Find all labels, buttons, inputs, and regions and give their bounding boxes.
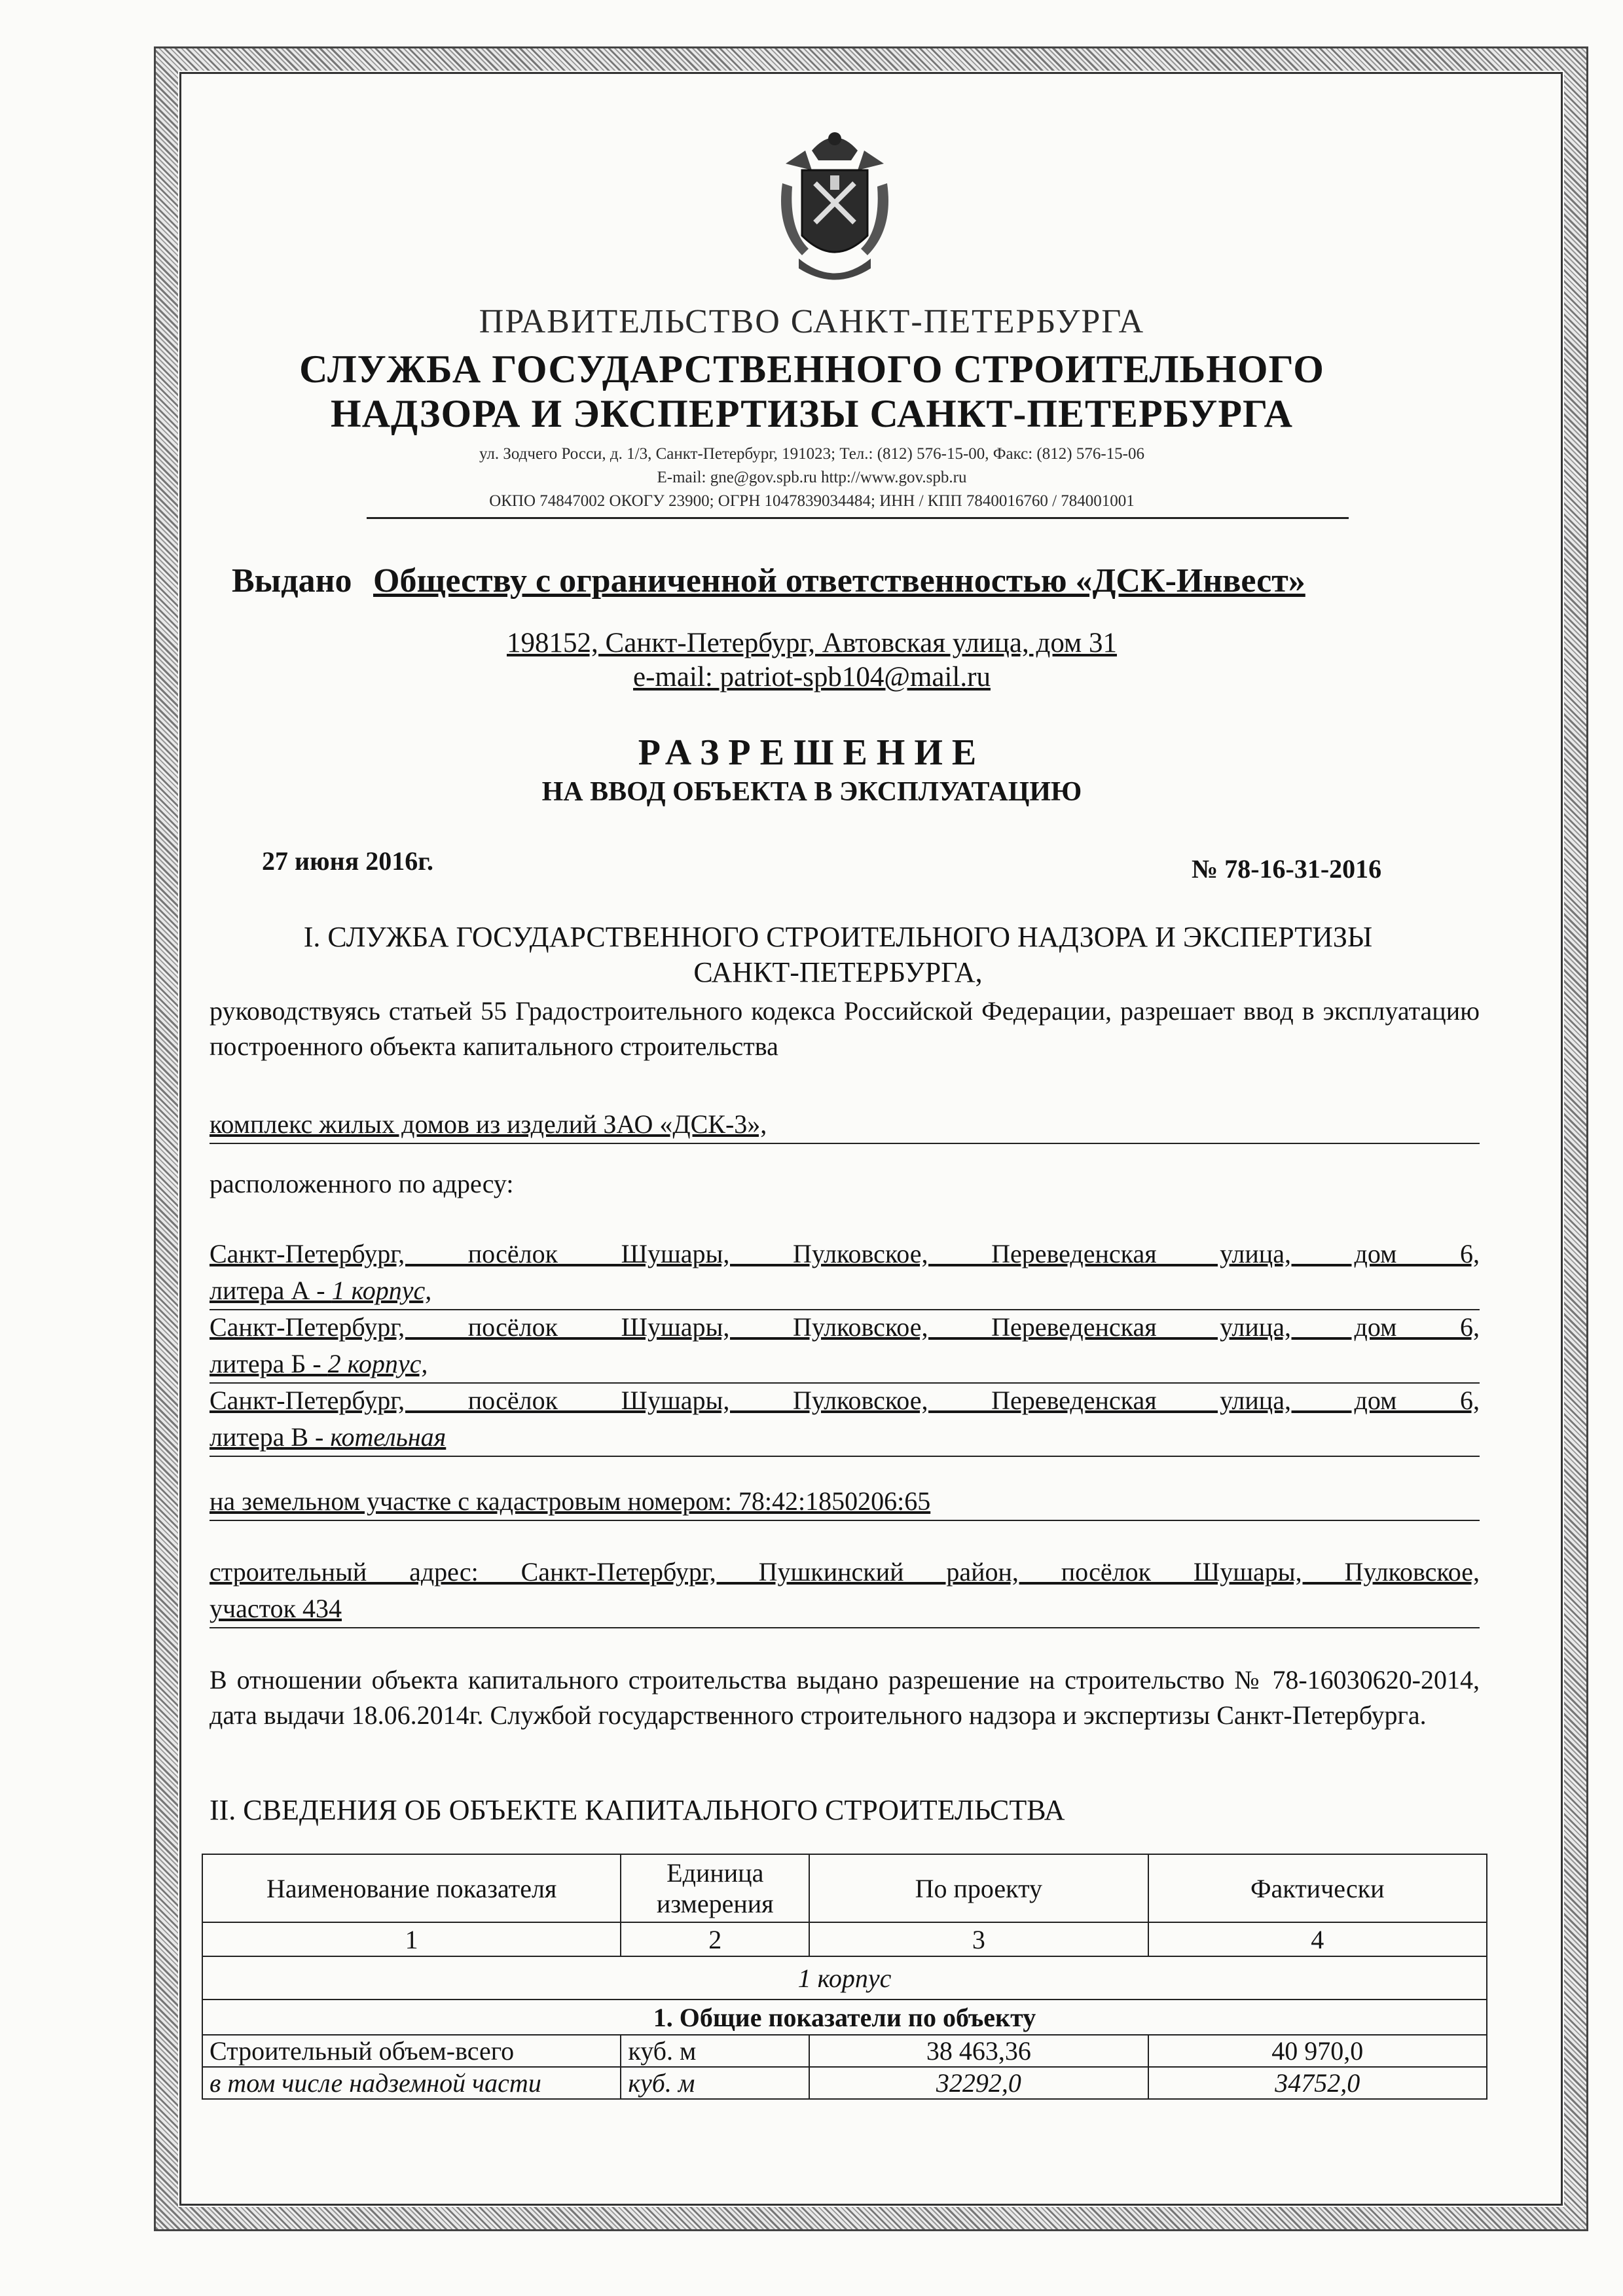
col-header-actual: Фактически — [1148, 1854, 1487, 1922]
address-3-line2: литера В - котельная — [210, 1419, 1480, 1457]
cadastral-number: на земельном участке с кадастровым номером: 78:42:1850206:65 — [210, 1483, 1480, 1521]
contact-email: E-mail: gne@gov.spb.ru http://www.gov.spb.ru — [657, 469, 967, 486]
service-name-line1: СЛУЖБА ГОСУДАРСТВЕННОГО СТРОИТЕЛЬНОГО — [299, 348, 1324, 391]
recipient-address: 198152, Санкт-Петербург, Автовская улица, дом 31 — [507, 628, 1117, 658]
col-header-project: По проекту — [809, 1854, 1148, 1922]
issue-date: 27 июня 2016г. — [262, 846, 433, 876]
header-divider — [367, 517, 1349, 519]
document-subtitle: НА ВВОД ОБЪЕКТА В ЭКСПЛУАТАЦИЮ — [541, 777, 1082, 807]
object-indicators-table — [202, 1854, 1487, 2100]
address-1-line1: Санкт-Петербург, посёлок Шушары, Пулковское, Переведенская улица, дом 6, — [210, 1239, 1480, 1268]
service-name-line2: НАДЗОРА И ЭКСПЕРТИЗЫ САНКТ-ПЕТЕРБУРГА — [331, 392, 1293, 435]
section1-heading: I. СЛУЖБА ГОСУДАРСТВЕННОГО СТРОИТЕЛЬНОГО НАДЗОРА И ЭКСПЕРТИЗЫ САНКТ-ПЕТЕРБУРГА, — [303, 921, 1373, 988]
build-address-line2: участок 434 — [210, 1590, 1480, 1628]
recipient-name: Обществу с ограниченной ответственностью «ДСК-Инвест» — [373, 562, 1305, 600]
coat-of-arms-emblem — [773, 124, 897, 288]
address-1-line2: литера А - 1 корпус, — [210, 1272, 1480, 1310]
contact-registration: ОКПО 74847002 ОКОГУ 23900; ОГРН 1047839034484; ИНН / КПП 7840016760 / 784001001 — [489, 492, 1135, 510]
government-name: ПРАВИТЕЛЬСТВО САНКТ-ПЕТЕРБУРГА — [479, 303, 1145, 340]
table-header-row — [202, 1854, 1487, 1922]
build-address-line1: строительный адрес: Санкт-Петербург, Пушкинский район, посёлок Шушары, Пулковское, — [210, 1557, 1480, 1587]
col-header-unit: Единица измерения — [621, 1854, 809, 1922]
group-header-row: 1. Общие показатели по объекту — [202, 2000, 1487, 2035]
address-2-line1: Санкт-Петербург, посёлок Шушары, Пулковское, Переведенская улица, дом 6, — [210, 1312, 1480, 1342]
table-row: Строительный объем-всего куб. м 38 463,36 40 970,0 — [202, 2035, 1487, 2067]
located-label: расположенного по адресу: — [210, 1169, 514, 1198]
document-title: РАЗРЕШЕНИЕ — [638, 732, 986, 773]
address-2-line2: литера Б - 2 корпус, — [210, 1346, 1480, 1384]
column-number-row: 1 2 3 4 — [202, 1922, 1487, 1956]
object-name: комплекс жилых домов из изделий ЗАО «ДСК-3», — [210, 1106, 1480, 1144]
contact-address: ул. Зодчего Росси, д. 1/3, Санкт-Петербург, 191023; Тел.: (812) 576-15-00, Факс: (812) 576-15-06 — [479, 445, 1144, 463]
address-3-line1: Санкт-Петербург, посёлок Шушары, Пулковское, Переведенская улица, дом 6, — [210, 1386, 1480, 1415]
recipient-email: e-mail: patriot-spb104@mail.ru — [633, 662, 991, 692]
issued-label: Выдано — [232, 562, 352, 600]
permit-number: № 78-16-31-2016 — [1192, 854, 1382, 884]
col-header-name: Наименование показателя — [202, 1854, 621, 1922]
construction-permit-info: В отношении объекта капитального строительства выдано разрешение на строительство № 78-16030620-2014, дата выдачи 18.06.2014г. Службой государственного строительного надзора и экспертизы Санкт-Петербурга. — [210, 1665, 1480, 1730]
section1-intro: руководствуясь статьей 55 Градостроительного кодекса Российской Федерации, разрешает ввод в эксплуатацию построенного объекта капитального строительства — [210, 996, 1480, 1061]
section2-heading: II. СВЕДЕНИЯ ОБ ОБЪЕКТЕ КАПИТАЛЬНОГО СТРОИТЕЛЬСТВА — [210, 1794, 1065, 1826]
building-subheader-row: 1 корпус — [202, 1956, 1487, 2000]
table-row: в том числе надземной части куб. м 32292,0 34752,0 — [202, 2067, 1487, 2099]
